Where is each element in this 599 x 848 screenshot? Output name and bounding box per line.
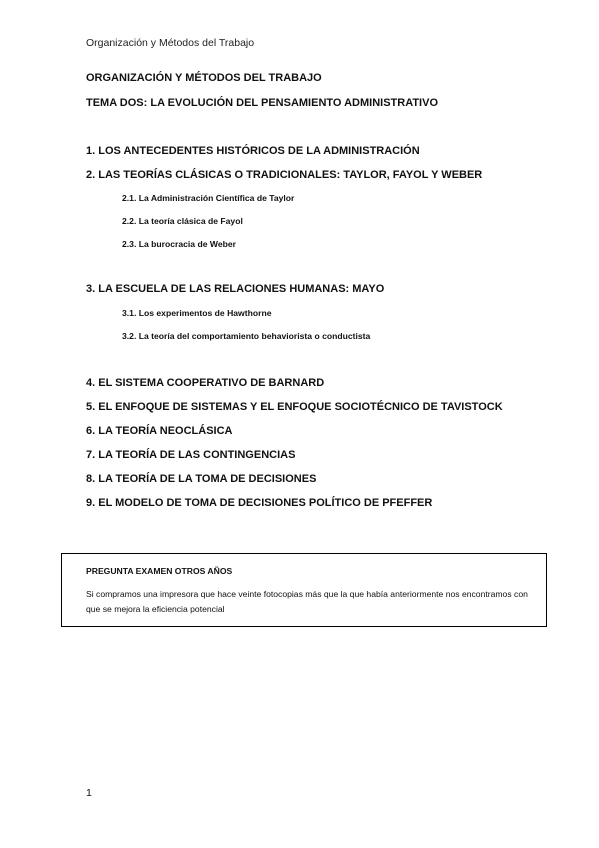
exam-question-text: Si compramos una impresora que hace veinte fotocopias más que la que había anteriormente nos encontramos con que se mejora la eficiencia potencial <box>86 589 528 614</box>
toc-section-6: 6. LA TEORÍA NEOCLÁSICA <box>86 425 233 437</box>
toc-section-1: 1. LOS ANTECEDENTES HISTÓRICOS DE LA ADMINISTRACIÓN <box>86 145 420 157</box>
toc-subsection-3-1: 3.1. Los experimentos de Hawthorne <box>122 308 272 318</box>
page-number: 1 <box>86 787 92 799</box>
toc-section-8: 8. LA TEORÍA DE LA TOMA DE DECISIONES <box>86 473 317 485</box>
toc-section-3: 3. LA ESCUELA DE LAS RELACIONES HUMANAS: MAYO <box>86 283 385 295</box>
toc-section-2: 2. LAS TEORÍAS CLÁSICAS O TRADICIONALES: TAYLOR, FAYOL Y WEBER <box>86 169 483 181</box>
toc-section-9: 9. EL MODELO DE TOMA DE DECISIONES POLÍTICO DE PFEFFER <box>86 497 433 509</box>
running-header: Organización y Métodos del Trabajo <box>86 37 255 49</box>
toc-subsection-2-1: 2.1. La Administración Científica de Taylor <box>122 193 295 203</box>
exam-question-box <box>61 553 547 627</box>
toc-subsection-3-2: 3.2. La teoría del comportamiento behaviorista o conductista <box>122 331 371 341</box>
toc-section-7: 7. LA TEORÍA DE LAS CONTINGENCIAS <box>86 449 296 461</box>
toc-section-5: 5. EL ENFOQUE DE SISTEMAS Y EL ENFOQUE SOCIOTÉCNICO DE TAVISTOCK <box>86 401 503 413</box>
document-title: ORGANIZACIÓN Y MÉTODOS DEL TRABAJO <box>86 72 322 84</box>
toc-subsection-2-3: 2.3. La burocracia de Weber <box>122 239 236 249</box>
exam-question-title: PREGUNTA EXAMEN OTROS AÑOS <box>86 566 233 576</box>
toc-subsection-2-2: 2.2. La teoría clásica de Fayol <box>122 216 243 226</box>
document-subtitle: TEMA DOS: LA EVOLUCIÓN DEL PENSAMIENTO ADMINISTRATIVO <box>86 97 439 109</box>
toc-section-4: 4. EL SISTEMA COOPERATIVO DE BARNARD <box>86 377 325 389</box>
